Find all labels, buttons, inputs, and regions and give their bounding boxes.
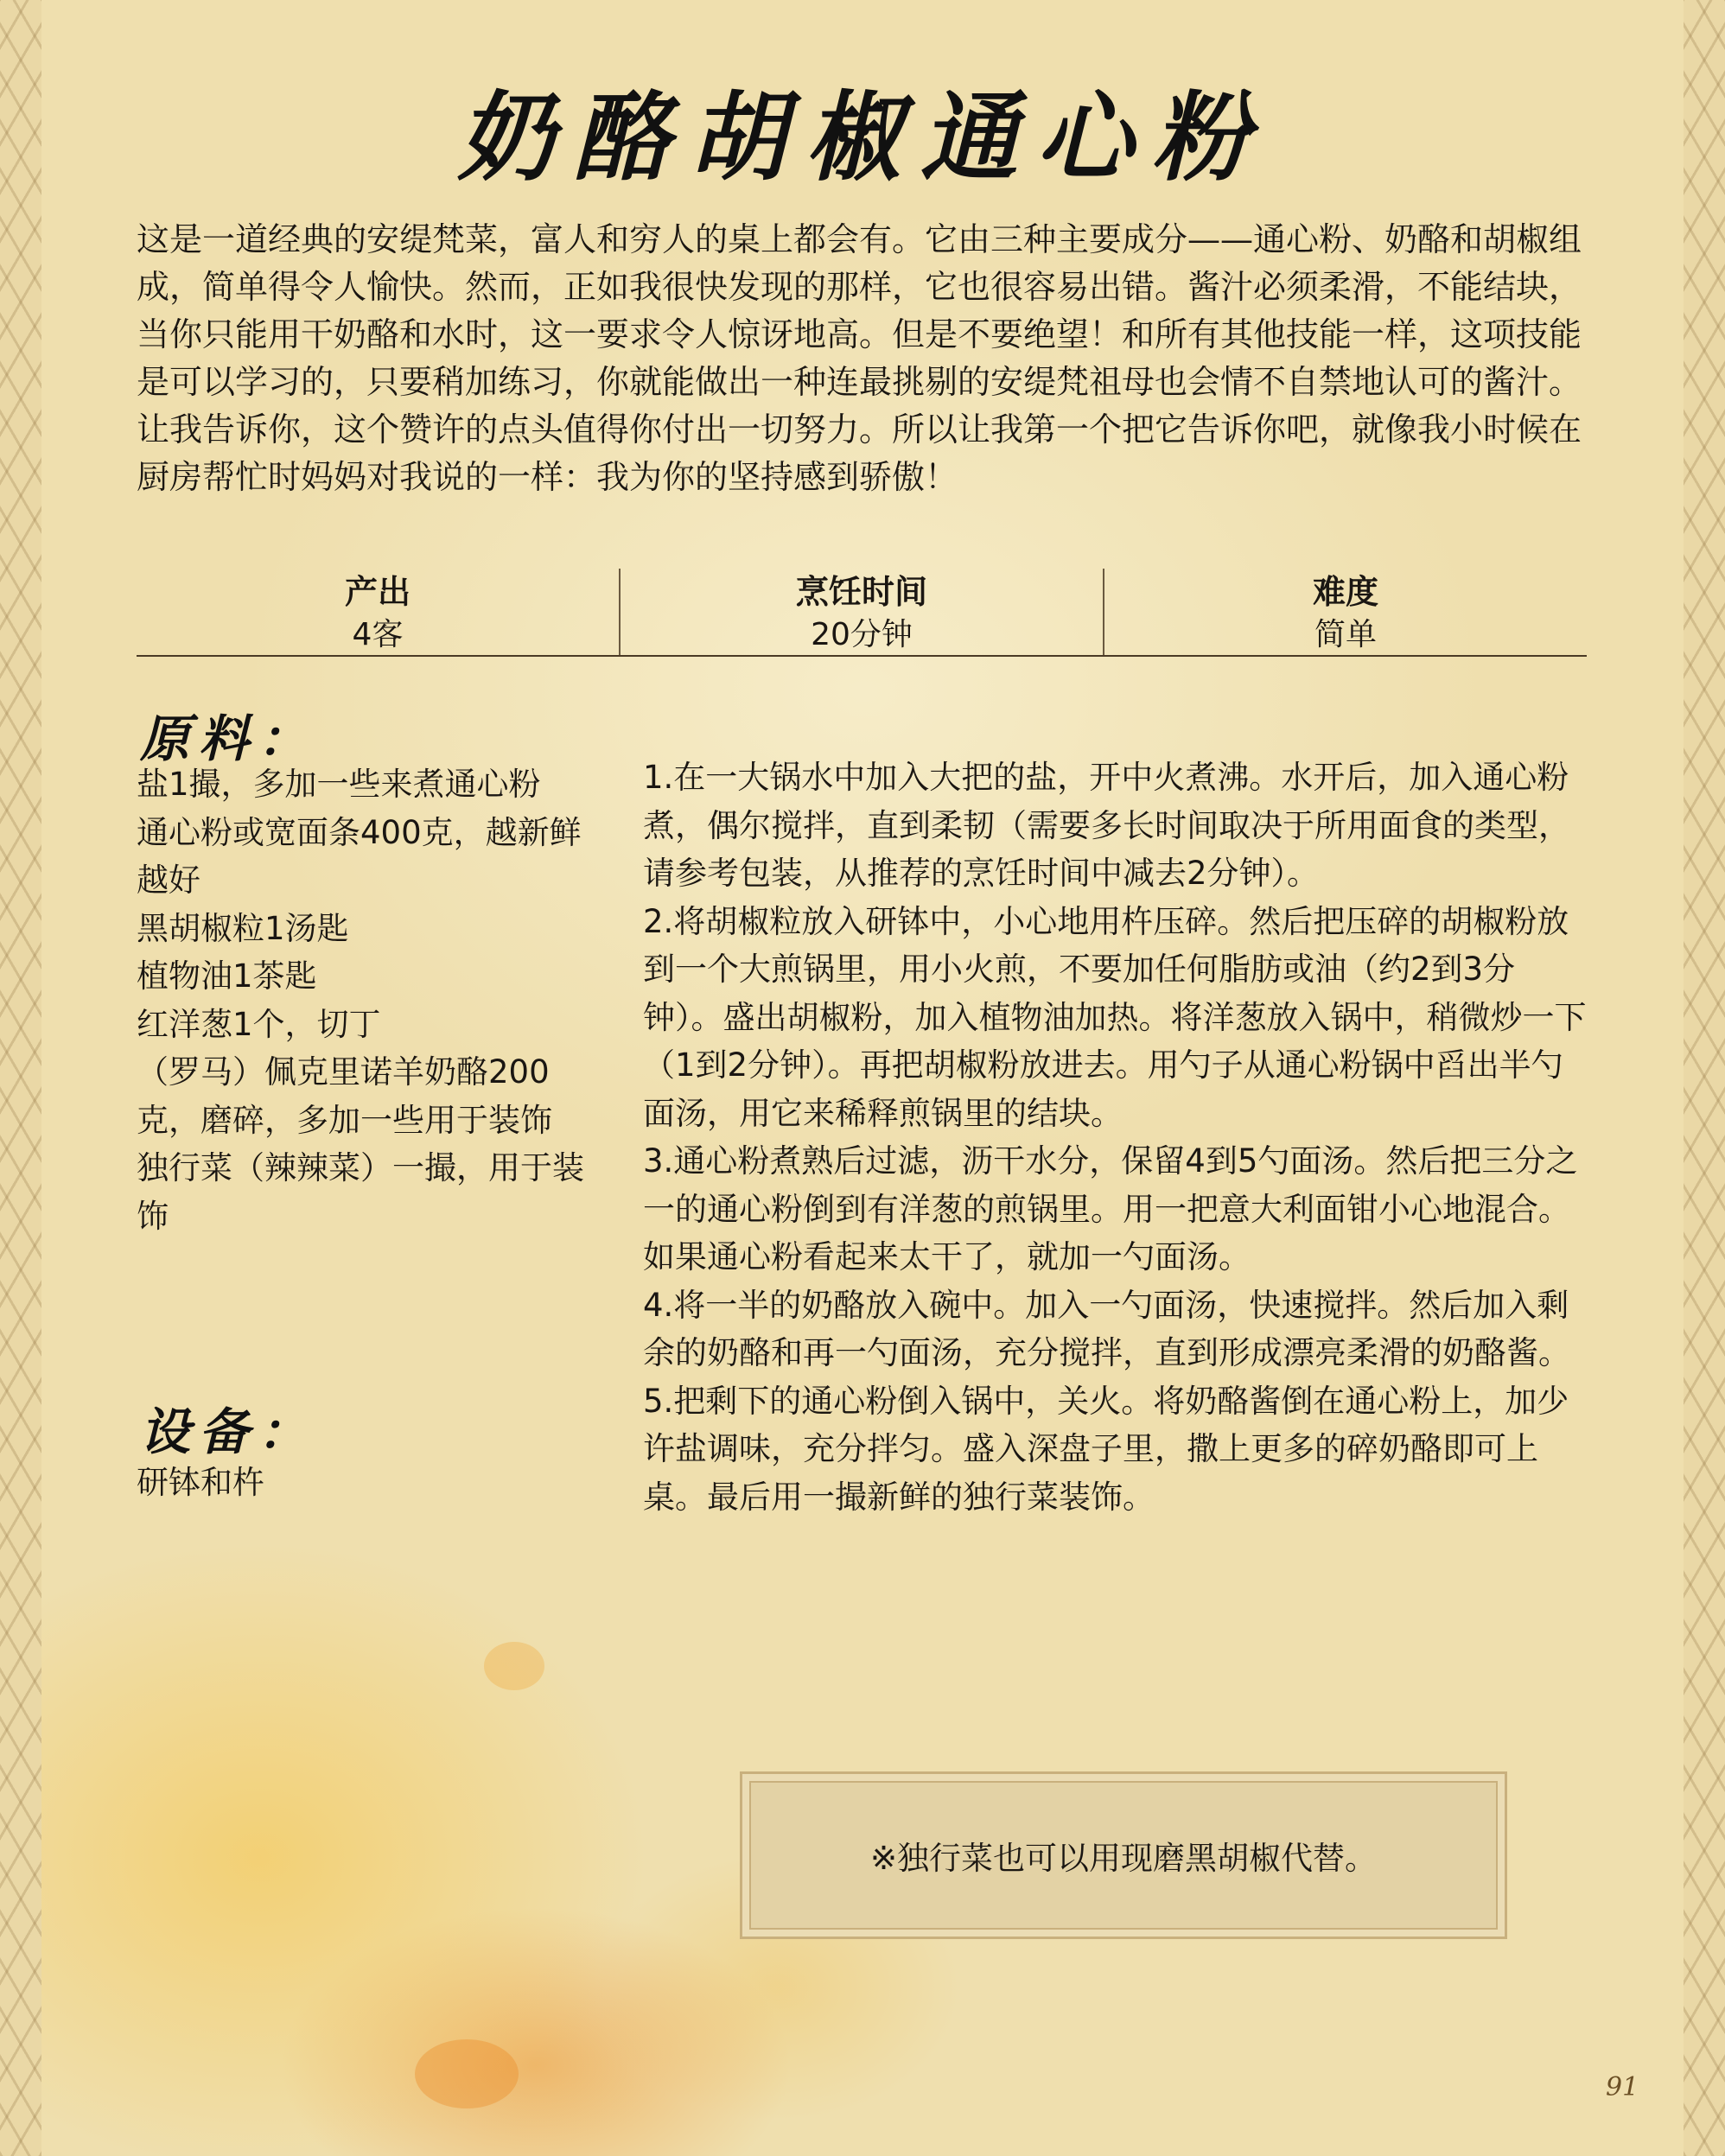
stat-value: 20分钟 xyxy=(811,617,913,652)
decorative-border-left xyxy=(0,0,41,2156)
note-text: ※独行菜也可以用现磨黑胡椒代替。 xyxy=(869,1840,1377,1877)
ingredients-list xyxy=(137,760,586,1240)
ingredients-heading: 原料： xyxy=(140,709,317,768)
stat-yield xyxy=(137,569,619,655)
ingredient-item: 黑胡椒粒1汤匙 xyxy=(137,909,349,947)
ingredient-item: 植物油1茶匙 xyxy=(137,957,317,995)
stat-value: 4客 xyxy=(352,617,404,652)
stat-label: 烹饪时间 xyxy=(795,573,927,611)
step-item: 1.在一大锅水中加入大把的盐，开中火煮沸。水开后，加入通心粉煮，偶尔搅拌，直到柔韧（需要多长时间取决于所用面食的类型，请参考包装，从推荐的烹饪时间中减去2分钟）。 xyxy=(643,759,1570,892)
paint-stain xyxy=(415,2039,519,2108)
stat-label: 产出 xyxy=(344,573,411,611)
ingredient-item: 盐1撮，多加一些来煮通心粉 xyxy=(137,766,541,803)
equipment-list xyxy=(137,1459,586,1506)
stat-difficulty xyxy=(1103,569,1587,655)
step-item: 3.通心粉煮熟后过滤，沥干水分，保留4到5勺面汤。然后把三分之一的通心粉倒到有洋葱的煎锅里。用一把意大利面钳小心地混合。如果通心粉看起来太干了，就加一勺面汤。 xyxy=(643,1142,1578,1275)
ingredient-item: 红洋葱1个，切丁 xyxy=(137,1005,381,1043)
intro-paragraph: 这是一道经典的安缇梵菜，富人和穷人的桌上都会有。它由三种主要成分——通心粉、奶酪和胡椒组成，简单得令人愉快。然而，正如我很快发现的那样，它也很容易出错。酱汁必须柔滑，不能结块，当你只能用干奶酪和水时，这一要求令人惊讶地高。但是不要绝望！和所有其他技能一样，这项技能是可以学习的，只要稍加练习，你就能做出一种连最挑剔的安缇梵祖母也会情不自禁地认可的酱汁。让我告诉你，这个赞许的点头值得你付出一切努力。所以让我第一个把它告诉你吧，就像我小时候在厨房帮忙时妈妈对我说的一样：我为你的坚持感到骄傲！ xyxy=(137,220,1582,496)
recipe-title: 奶酪胡椒通心粉 xyxy=(457,81,1268,194)
decorative-border-right xyxy=(1684,0,1725,2156)
step-item: 4.将一半的奶酪放入碗中。加入一勺面汤，快速搅拌。然后加入剩余的奶酪和再一勺面汤，充分搅拌，直到形成漂亮柔滑的奶酪酱。 xyxy=(643,1286,1570,1371)
paint-stain xyxy=(484,1642,544,1690)
stat-cook-time xyxy=(619,569,1103,655)
stat-label: 难度 xyxy=(1312,573,1378,611)
ingredient-item: 独行菜（辣辣菜）一撮，用于装饰 xyxy=(137,1149,584,1235)
recipe-stats xyxy=(137,569,1587,657)
ingredient-item: 通心粉或宽面条400克，越新鲜越好 xyxy=(137,813,582,899)
ingredient-item: （罗马）佩克里诺羊奶酪200克，磨碎，多加一些用于装饰 xyxy=(137,1053,552,1139)
step-item: 2.将胡椒粒放入研钵中，小心地用杵压碎。然后把压碎的胡椒粉放到一个大煎锅里，用小火煎，不要加任何脂肪或油（约2到3分钟）。盛出胡椒粉，加入植物油加热。将洋葱放入锅中，稍微炒一下（1到2分钟）。再把胡椒粉放进去。用勺子从通心粉锅中舀出半勺面汤，用它来稀释煎锅里的结块。 xyxy=(643,902,1587,1132)
note-box xyxy=(740,1771,1507,1939)
step-item: 5.把剩下的通心粉倒入锅中，关火。将奶酪酱倒在通心粉上，加少许盐调味，充分拌匀。盛入深盘子里，撒上更多的碎奶酪即可上桌。最后用一撮新鲜的独行菜装饰。 xyxy=(643,1382,1569,1516)
page-number: 91 xyxy=(1606,2072,1639,2102)
equipment-item: 研钵和杵 xyxy=(137,1464,264,1501)
instructions xyxy=(643,754,1594,1521)
equipment-heading: 设备： xyxy=(140,1402,317,1461)
stat-value: 简单 xyxy=(1314,617,1377,652)
